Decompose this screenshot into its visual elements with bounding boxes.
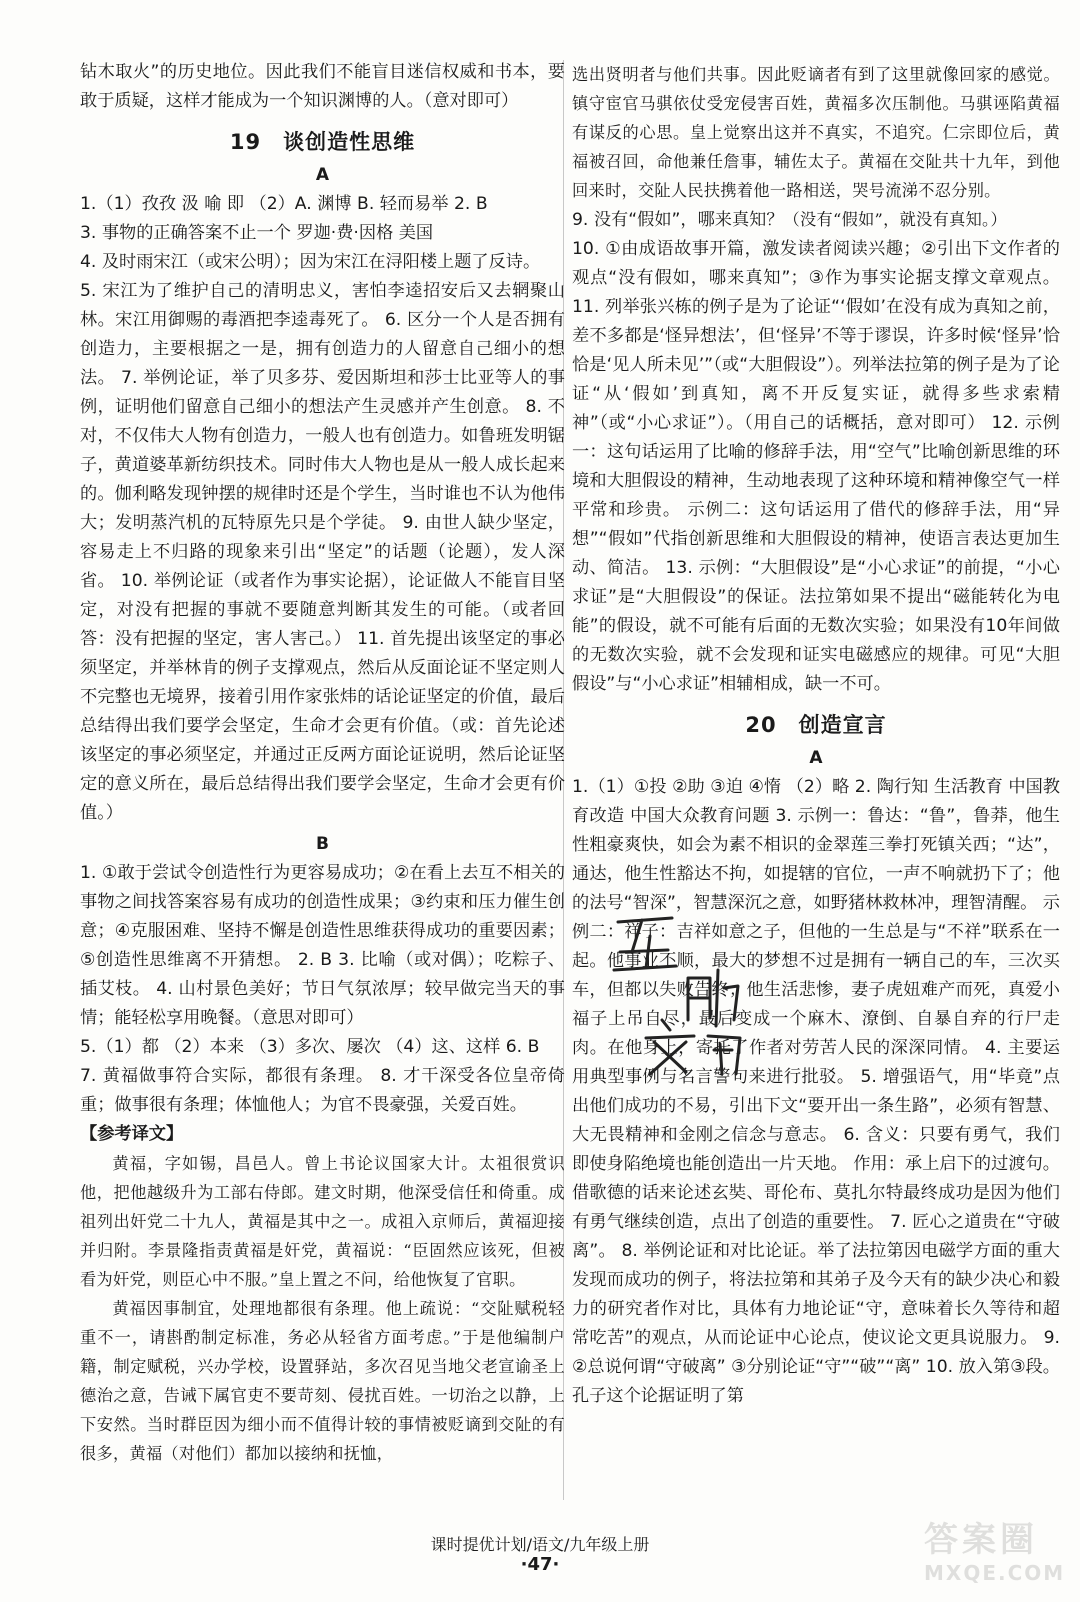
answer-paragraph: 10. ①由成语故事开篇，激发读者阅读兴趣；②引出下文作者的观点“没有假如，哪来真知”；③作为事实论据支撑文章观点。 11. 列举张兴栋的例子是为了论证“‘假如’在没有成为真知之前，差不多都是‘怪异想法’，但‘怪异’不等于谬误，许多时候‘怪异’恰恰是‘见人所未见’”（或“大胆假设”）。列举法拉第的例子是为了论证“从‘假如’到真知，离不开反复实证，就得多些求索精神”（或“小心求证”）。（用自己的话概括，意对即可） 12. 示例一：这句话运用了比喻的修辞手法，用“空气”比喻创新思维的环境和大胆假设的精神，生动地表现了这种环境和精神像空气一样平常和珍贵。 示例二：这句话运用了借代的修辞手法，用“异想”“假如”代指创新思维和大胆假设的精神，使语言表达更加生动、简洁。 13. 示例：“大胆假设”是“小心求证”的前提，“小心求证”是“大胆假设”的保证。法拉第如果不提出“磁能转化为电能”的假设，就不可能有后面的无数次实验；如果没有10年间做的无数次实验，就不会发现和证实电磁感应的规律。可见“大胆假设”与“小心求证”相辅相成，缺一不可。 <box>572 239 1060 694</box>
intro-text: 钻木取火”的历史地位。因此我们不能盲目迷信权威和书本，要敢于质疑，这样才能成为一个知识渊博的人。（意对即可） <box>80 62 565 111</box>
reference-translation-label: 【参考译文】 <box>80 1124 184 1144</box>
answer-line: 5.（1）都 （2）本来 （3）多次、屡次 （4）这、这样 6. B <box>80 1037 540 1057</box>
section-19-part-a-label: A <box>315 165 330 185</box>
section-19-part-b-label: B <box>316 834 329 854</box>
answer-line: 3. 事物的正确答案不止一个 罗迦·费·因格 美国 <box>80 223 434 243</box>
page-number: ·47· <box>520 1554 560 1575</box>
section-20-number: 20 <box>745 713 777 737</box>
reference-translation-paragraph: 黄福，字如锡，昌邑人。曾上书论议国家大计。太祖很赏识他，把他越级升为工部右侍郎。建文时期，他深受信任和倚重。成祖列出奸党二十九人，黄福是其中之一。成祖入京师后，黄福迎接并归附。李景隆指责黄福是奸党，黄福说：“臣固然应该死，但被看为奸党，则臣心中不服。”皇上置之不问，给他恢复了官职。 <box>80 1154 565 1289</box>
answer-paragraph: 1.（1）①投 ②助 ③迫 ④惰 （2）略 2. 陶行知 生活教育 中国教育改造 中国大众教育问题 3. 示例一：鲁达：“鲁”，鲁莽，他生性粗豪爽快，如会为素不相识的金翠莲三拳打死镇关西；“达”，通达，他生性豁达不拘，如提辖的官位，一声不响就扔下了；他的法号“智深”，智慧深沉之意，如野猪林救林冲，理智清醒。 示例二：祥子：吉祥如意之子，但他的一生总是与“不祥”联系在一起。他事业不顺，最大的梦想不过是拥有一辆自己的车，三次买车，但都以失败告终；他生活悲惨，妻子虎妞难产而死，真爱小福子上吊自尽，最后变成一个麻木、潦倒、自暴自弃的行尸走肉。在他身上，寄托了作者对劳苦人民的深深同情。 4. 主要运用典型事例与名言警句来进行批驳。 5. 增强语气，用“毕竟”点出他们成功的不易，引出下文“要开出一条生路”，必须有智慧、大无畏精神和金刚之信念与意志。 6. 含义：只要有勇气，我们即使身陷绝境也能创造出一片天地。 作用：承上启下的过渡句。借歌德的话来论述玄奘、哥伦布、莫扎尔特最终成功是因为他们有勇气继续创造，点出了创造的重要性。 7. 匠心之道贵在“守破离”。 8. 举例论证和对比论证。举了法拉第因电磁学方面的重大发现而成功的例子，将法拉第和其弟子及今天有的缺少决心和毅力的研究者作对比，具体有力地论证“守，意味着长久等待和超常吃苦”的观点，从而论证中心论点，使议论文更具说服力。 9. ②总说何谓“守破离” ③分别论证“守”“破”“离” 10. 放入第③段。孔子这个论据证明了第 <box>572 777 1060 1406</box>
section-20-heading <box>572 711 1060 740</box>
watermark-cn: 答案圈 <box>924 1520 1038 1560</box>
answer-line: 7. 黄福做事符合实际，都很有条理。 8. 才干深受各位皇帝倚重；做事很有条理；体恤他人；为官不畏豪强，关爱百姓。 <box>80 1066 565 1115</box>
section-19-heading <box>80 128 565 157</box>
footer-book-info: 课时提优计划/语文/九年级上册 <box>430 1535 650 1554</box>
translation-continuation: 选出贤明者与他们共事。因此贬谪者有到了这里就像回家的感觉。镇守宦官马骐依仗受宠侵害百姓，黄福多次压制他。马骐诬陷黄福有谋反的心思。皇上觉察出这并不真实，不追究。仁宗即位后，黄福被召回，命他兼任詹事，辅佐太子。黄福在交阯共十九年，到他回来时，交阯人民扶携着他一路相送，哭号流涕不忍分别。 <box>572 65 1060 200</box>
watermark-en: MXQE.COM <box>924 1561 1066 1585</box>
right-column <box>572 60 1060 1411</box>
q9-answer: 9. 没有“假如”，哪来真知？ <box>572 210 784 230</box>
section-19-number: 19 <box>229 130 262 154</box>
answer-line: 1.（1）孜孜 汲 喻 即 （2）A. 渊博 B. 轻而易举 2. B <box>80 194 488 214</box>
section-20-part-a-label: A <box>809 748 823 768</box>
section-20-title: 创造宣言 <box>798 713 887 737</box>
answer-line <box>572 205 1060 235</box>
section-19-title: 谈创造性思维 <box>283 130 416 154</box>
answer-line: 4. 及时雨宋江（或宋公明）；因为宋江在浔阳楼上题了反诗。 <box>80 252 541 272</box>
left-column <box>80 58 565 1468</box>
q9-note: （没有“假如”，就没有真知。） <box>783 210 1007 229</box>
watermark-logo <box>924 1512 1064 1590</box>
reference-translation-paragraph: 黄福因事制宜，处理地都很有条理。他上疏说：“交阯赋税轻重不一，请斟酌制定标准，务必从轻省方面考虑。”于是他编制户籍，制定赋税，兴办学校，设置驿站，多次召见当地父老宣谕圣上德治之意，告诫下属官吏不要苛刻、侵扰百姓。一切治之以静，上下安然。当时群臣因为细小而不值得计较的事情被贬谪到交阯的有很多，黄福（对他们）都加以接纳和抚恤， <box>80 1299 565 1463</box>
answer-paragraph: 1. ①敢于尝试令创造性行为更容易成功；②在看上去互不相关的事物之间找答案容易有成功的创造性成果；③约束和压力催生创意；④克服困难、坚持不懈是创造性思维获得成功的重要因素；⑤创造性思维离不开猜想。 2. B 3. 比喻（或对偶）；吃粽子、插艾枝。 4. 山村景色美好；节日气氛浓厚；较早做完当天的事情；能轻松享用晚餐。（意思对即可） <box>80 863 565 1028</box>
answer-paragraph: 5. 宋江为了维护自己的清明忠义，害怕李逵招安后又去辋聚山林。宋江用御赐的毒酒把李逵毒死了。 6. 区分一个人是否拥有创造力，主要根据之一是，拥有创造力的人留意自己细小的想法。 7. 举例论证，举了贝多芬、爱因斯坦和莎士比亚等人的事例，证明他们留意自己细小的想法产生灵感并产生创意。 8. 不对，不仅伟大人物有创造力，一般人也有创造力。如鲁班发明锯子，黄道婆革新纺织技术。同时伟大人物也是从一般人成长起来的。伽利略发现钟摆的规律时还是个学生，当时谁也不认为他伟大；发明蒸汽机的瓦特原先只是个学徒。 9. 由世人缺少坚定，容易走上不归路的现象来引出“坚定”的话题（论题），发人深省。 10. 举例论证（或者作为事实论据），论证做人不能盲目坚定，对没有把握的事就不要随意判断其发生的可能。（或者回答：没有把握的坚定，害人害己。） 11. 首先提出该坚定的事必须坚定，并举林肯的例子支撑观点，然后从反面论证不坚定则人不完整也无境界，接着引用作家张炜的话论证坚定的价值，最后总结得出我们要学会坚定，生命才会更有价值。（或：首先论述该坚定的事必须坚定，并通过正反两方面论证说明，然后论证坚定的意义所在，最后总结得出我们要学会坚定，生命才会更有价值。） <box>80 281 565 823</box>
